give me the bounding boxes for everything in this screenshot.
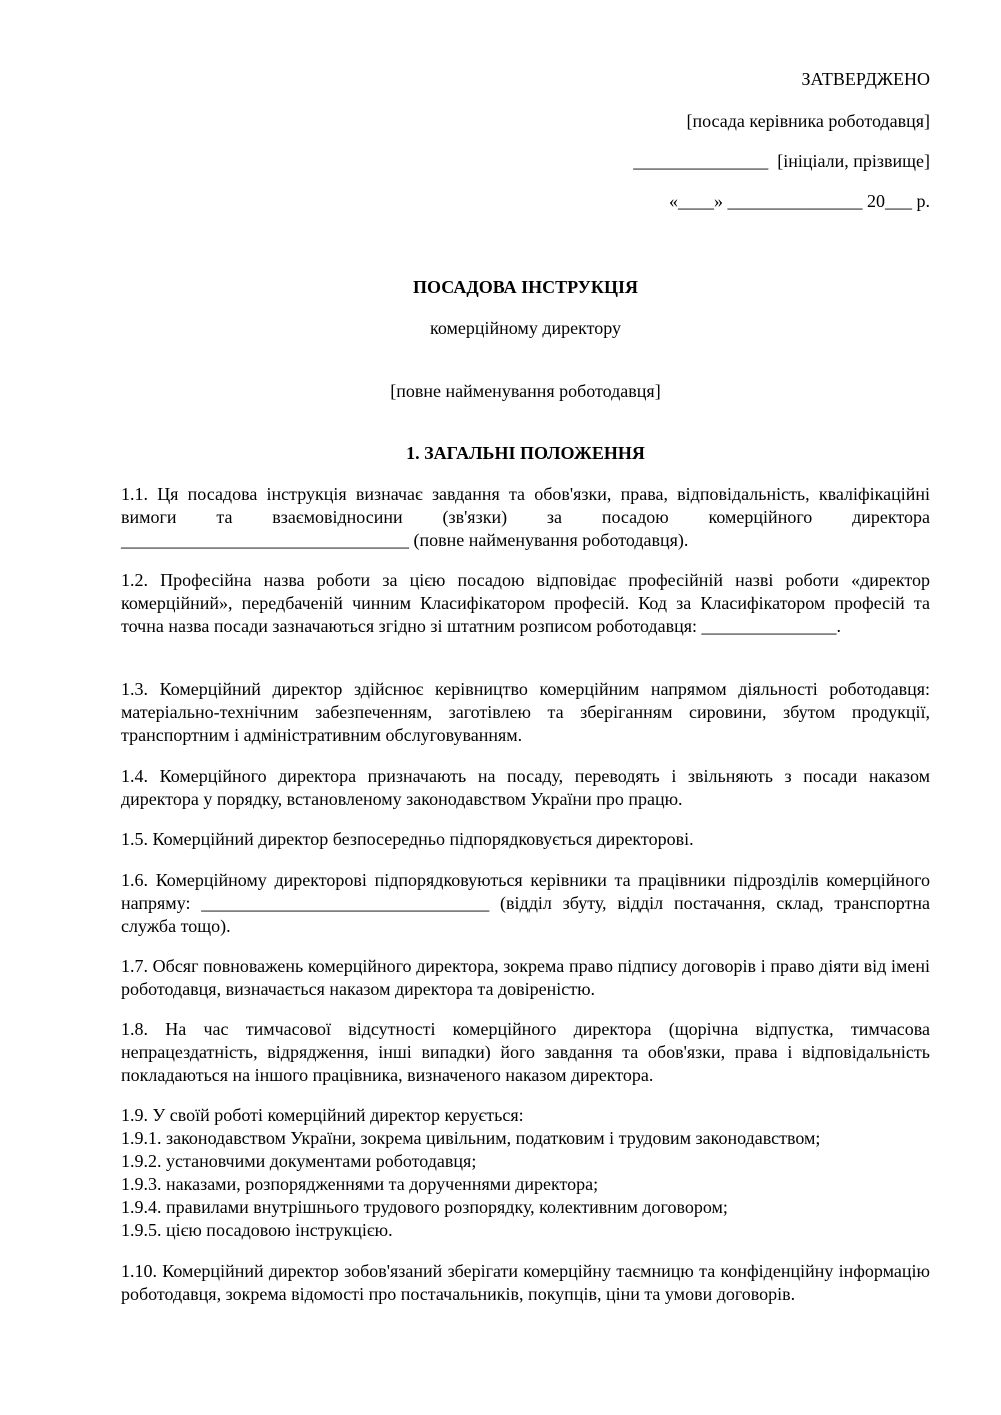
list-item: 1.9.2. установчими документами роботодавця; <box>121 1151 477 1171</box>
paragraph-1-5: 1.5. Комерційний директор безпосередньо підпорядковується директорові. <box>121 829 694 849</box>
paragraph-1-6: 1.6. Комерційному директорові підпорядковуються керівники та працівники підрозділів комерційного напряму: ________________________________ (відділ збуту, відділ постачання, склад, транспортна служба тощо). <box>121 870 930 936</box>
paragraph-1-7: 1.7. Обсяг повноважень комерційного директора, зокрема право підпису договорів і право діяти від імені роботодавця, визначається наказом директора та довіреністю. <box>121 956 930 999</box>
approved-label: ЗАТВЕРДЖЕНО <box>801 69 930 89</box>
approver-position: [посада керівника роботодавця] <box>686 111 930 131</box>
list-item: 1.9.4. правилами внутрішнього трудового розпорядку, колективним договором; <box>121 1197 728 1217</box>
employer-name: [повне найменування роботодавця] <box>390 381 661 401</box>
paragraph-1-1: 1.1. Ця посадова інструкція визначає завдання та обов'язки, права, відповідальність, кваліфікаційні вимоги та взаємовідносини (зв'язки) за посадою комерційного директора ________________________________ (повне найменування роботодавця). <box>121 484 930 550</box>
paragraph-1-9: 1.9. У своїй роботі комерційний директор керується: <box>121 1105 524 1125</box>
list-item: 1.9.5. цією посадовою інструкцією. <box>121 1220 393 1240</box>
paragraph-1-8: 1.8. На час тимчасової відсутності комерційного директора (щорічна відпустка, тимчасова непрацездатність, відрядження, інші випадки) його завдання та обов'язки, права і відповідальність покладаються на іншого працівника, визначеного наказом директора. <box>121 1019 930 1085</box>
list-item: 1.9.1. законодавством України, зокрема цивільним, податковим і трудовим законодавством; <box>121 1128 821 1148</box>
document-title: ПОСАДОВА ІНСТРУКЦІЯ <box>413 277 638 297</box>
paragraph-1-3: 1.3. Комерційний директор здійснює керівництво комерційним напрямом діяльності роботодавця: матеріально-технічним забезпеченням, заготівлею та зберіганням сировини, збутом продукції, транспортним і адміністративним обслуговуванням. <box>121 679 930 745</box>
section-heading: 1. ЗАГАЛЬНІ ПОЛОЖЕННЯ <box>406 443 645 463</box>
paragraph-1-10: 1.10. Комерційний директор зобов'язаний зберігати комерційну таємницю та конфіденційну інформацію роботодавця, зокрема відомості про постачальників, покупців, ціни та умови договорів. <box>121 1261 930 1304</box>
list-item: 1.9.3. наказами, розпорядженнями та дорученнями директора; <box>121 1174 599 1194</box>
document-subtitle: комерційному директору <box>430 318 621 338</box>
approval-date: «____» _______________ 20___ р. <box>669 191 930 211</box>
paragraph-1-2: 1.2. Професійна назва роботи за цією посадою відповідає професійній назві роботи «директор комерційний», передбаченій чинним Класифікатором професій. Код за Класифікатором професій та точна назва посади зазначаються згідно зі штатним розписом роботодавця: _______________. <box>121 570 930 636</box>
paragraph-1-4: 1.4. Комерційного директора призначають на посаду, переводять і звільняють з посади наказом директора у порядку, встановленому законодавством України про працю. <box>121 766 930 809</box>
approver-signature: _______________ [ініціали, прізвище] <box>633 151 930 171</box>
